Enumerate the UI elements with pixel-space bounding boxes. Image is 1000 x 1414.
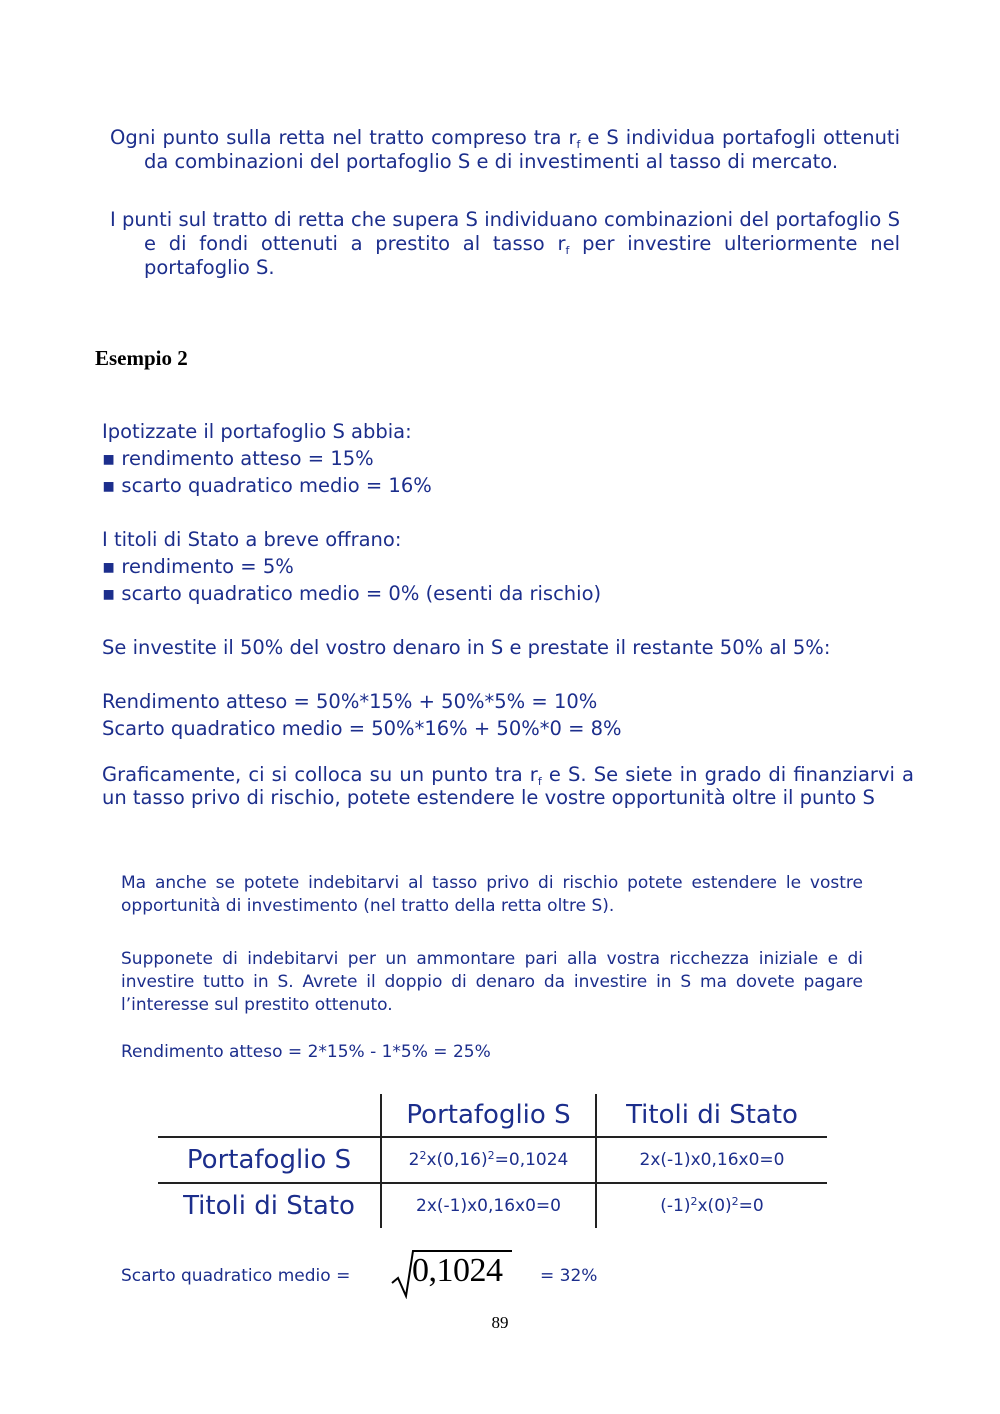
matrix-cell: $(-1)^2x(0)^2=0$ [596,1183,827,1228]
bonds-item: ▪ rendimento = 5% [102,555,294,578]
page-number: 89 [491,1313,509,1332]
intro-p1-text-2: e S individua portafogli ottenuti da combinazioni del portafoglio S e di investimenti al tasso di mercato. [144,126,900,173]
bonds-intro: I titoli di Stato a breve offrano: [102,528,402,551]
matrix-cell: $2^2x(0,16)^2=0,1024$ [381,1137,596,1183]
intro-section [110,126,900,314]
intro-p1-text: Ogni punto sulla retta nel tratto compreso tra r [110,126,577,149]
intro-paragraph-1 [110,126,900,174]
matrix-cell: 2x(-1)x0,16x0=0 [596,1137,827,1183]
intro-p2-text: I punti sul tratto di retta che supera S individuano combinazioni del portafoglio S e di fondi ottenuti a prestito al tasso r [110,208,900,255]
variance-matrix [158,1094,827,1228]
rf-subscript: f [565,244,570,257]
section-heading: Esempio 2 [95,346,188,370]
rf-subscript: f [576,138,581,151]
matrix-col-header: Portafoglio S [381,1094,596,1137]
matrix-row-header: Titoli di Stato [183,1191,355,1221]
borrowing-section [121,872,863,1094]
return-line: Rendimento atteso = 2*15% - 1*5% = 25% [121,1042,491,1062]
matrix-cell: 2x(-1)x0,16x0=0 [381,1183,596,1228]
calc-return: Rendimento atteso = 50%*15% + 50%*5% = 10% [102,690,598,713]
borrowing-paragraph-2: Supponete di indebitarvi per un ammontare pari alla vostra ricchezza iniziale e di investire tutto in S. Avrete il doppio di denaro da investire in S ma dovete pagare l’interesse sul prestito ottenuto. [121,949,863,1015]
std-radicand: 0,1024 [412,1252,503,1289]
std-label: Scarto quadratico medio = [121,1266,351,1286]
portfolio-item: ▪ rendimento atteso = 15% [102,447,374,470]
graph-paragraph [102,764,914,809]
rf-subscript: f [537,775,542,788]
matrix-corner [158,1094,381,1137]
std-result: = 32% [540,1266,598,1286]
intro-p2-text-2: per investire ulteriormente nel portafoglio S. [144,232,900,279]
matrix-row-header: Portafoglio S [158,1137,381,1183]
graph-text-2: e S. Se siete in grado di finanziarvi a un tasso privo di rischio, potete estendere le vostre opportunità oltre il punto S [102,763,915,809]
intro-paragraph-2 [110,208,900,280]
bonds-item: ▪ scarto quadratico medio = 0% (esenti da rischio) [102,582,602,605]
example-section [102,418,914,809]
portfolio-intro: Ipotizzate il portafoglio S abbia: [102,420,412,443]
portfolio-item: ▪ scarto quadratico medio = 16% [102,474,432,497]
calc-std: Scarto quadratico medio = 50%*16% + 50%*0 = 8% [102,717,622,740]
borrowing-paragraph-1: Ma anche se potete indebitarvi al tasso privo di rischio potete estendere le vostre opportunità di investimento (nel tratto della retta oltre S). [121,873,863,916]
invest-line: Se investite il 50% del vostro denaro in S e prestate il restante 50% al 5%: [102,636,831,659]
graph-text: Graficamente, ci si colloca su un punto tra r [102,763,538,786]
matrix-col-header: Titoli di Stato [596,1094,827,1137]
